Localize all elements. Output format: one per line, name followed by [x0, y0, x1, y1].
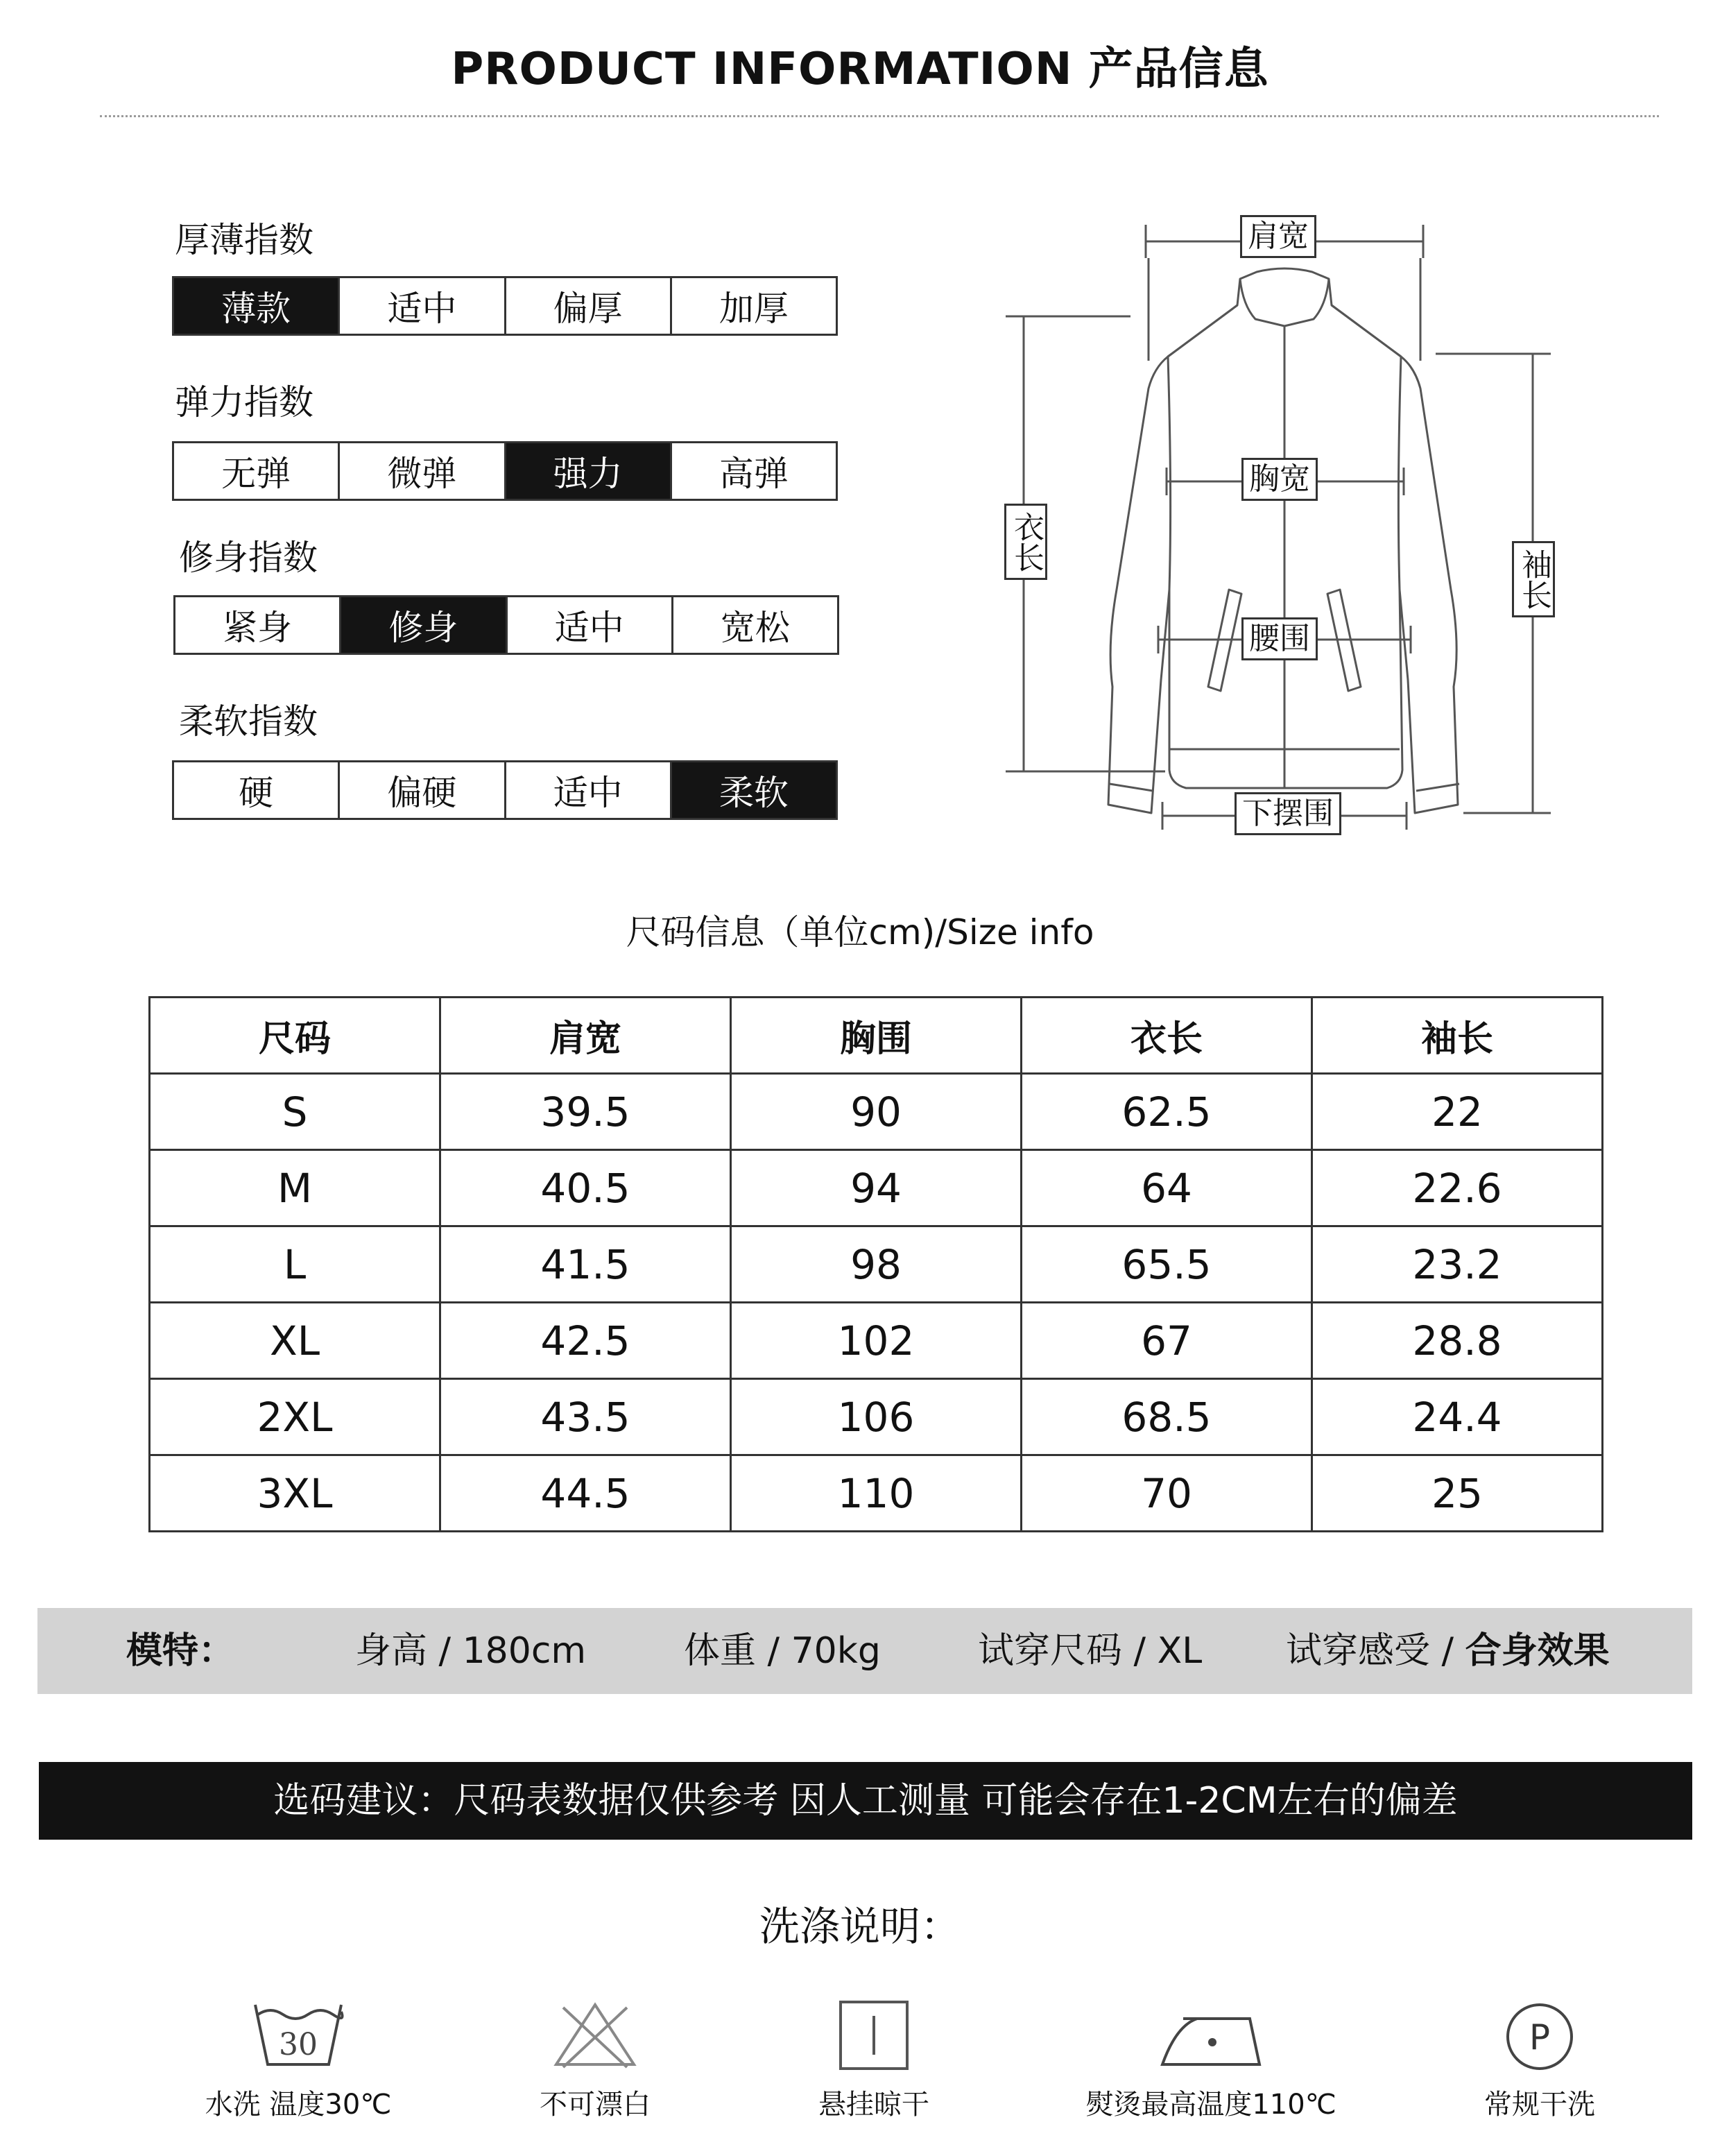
scale-fit: [173, 595, 839, 655]
model-info-bar: [37, 1608, 1692, 1694]
model-height: 身高 / 180cm: [355, 1630, 587, 1672]
table-cell: 102: [731, 1303, 1022, 1379]
care-label: 悬挂晾干: [818, 2089, 929, 2121]
care-item-wash: [160, 1998, 437, 2122]
table-cell: 2XL: [150, 1379, 440, 1455]
diagram-label-length: 衣长: [1004, 504, 1047, 580]
diagram-label-chest: 胸宽: [1241, 458, 1318, 501]
size-table: [148, 996, 1603, 1532]
scale-softness: [172, 760, 838, 820]
table-cell: 39.5: [440, 1074, 731, 1150]
hang-dry-icon: [825, 1998, 922, 2074]
table-row: [150, 1150, 1603, 1226]
table-cell: 94: [731, 1150, 1022, 1226]
table-cell: 110: [731, 1455, 1022, 1532]
table-cell: 23.2: [1312, 1226, 1603, 1303]
table-cell: 62.5: [1022, 1074, 1312, 1150]
care-label: 常规干洗: [1484, 2089, 1595, 2121]
table-row: [150, 1303, 1603, 1379]
table-header: 肩宽: [440, 998, 731, 1074]
table-cell: 41.5: [440, 1226, 731, 1303]
scale-option: 加厚: [672, 278, 836, 334]
table-cell: 43.5: [440, 1379, 731, 1455]
care-item-hang-dry: [735, 1998, 1013, 2122]
table-header: 衣长: [1022, 998, 1312, 1074]
care-item-dry-clean: [1401, 1998, 1678, 2122]
table-cell: 42.5: [440, 1303, 731, 1379]
scale-option: 硬: [174, 762, 340, 818]
diagram-label-hem: 下摆围: [1235, 792, 1341, 835]
care-label: 水洗 温度30℃: [205, 2089, 392, 2121]
table-cell: 22: [1312, 1074, 1603, 1150]
wash-30-icon: [250, 1998, 347, 2074]
model-size: 试穿尺码 / XL: [978, 1630, 1203, 1672]
scale-option: 薄款: [174, 278, 340, 334]
diagram-label-waist: 腰围: [1241, 617, 1318, 660]
dry-clean-p-icon: [1491, 1998, 1588, 2074]
table-cell: 70: [1022, 1455, 1312, 1532]
care-item-no-bleach: [456, 1998, 734, 2122]
title-divider: [100, 115, 1659, 117]
scale-elasticity: [172, 441, 838, 501]
table-cell: 106: [731, 1379, 1022, 1455]
table-cell: 67: [1022, 1303, 1312, 1379]
scale-option: 强力: [506, 443, 672, 499]
table-row: [150, 1226, 1603, 1303]
scale-option: 修身: [341, 597, 507, 653]
care-title: 洗涤说明：: [759, 1903, 961, 1950]
scale-option: 柔软: [672, 762, 836, 818]
table-cell: 25: [1312, 1455, 1603, 1532]
diagram-label-sleeve: 袖长: [1512, 541, 1555, 617]
table-cell: 90: [731, 1074, 1022, 1150]
table-header: 胸围: [731, 998, 1022, 1074]
scale-option: 偏硬: [340, 762, 506, 818]
scale-option: 宽松: [673, 597, 837, 653]
table-cell: L: [150, 1226, 440, 1303]
scale-option: 无弹: [174, 443, 340, 499]
scale-option: 偏厚: [506, 278, 672, 334]
scale-title-thickness: 厚薄指数: [175, 220, 313, 260]
table-row: [150, 1455, 1603, 1532]
page-title: PRODUCT INFORMATION 产品信息: [451, 44, 1269, 95]
table-header-row: [150, 998, 1603, 1074]
model-feel-value: 合身效果: [1465, 1630, 1610, 1672]
size-advice-bar: 选码建议：尺码表数据仅供参考 因人工测量 可能会存在1-2CM左右的偏差: [39, 1762, 1692, 1840]
care-item-iron: [1072, 1998, 1350, 2122]
table-cell: S: [150, 1074, 440, 1150]
table-cell: XL: [150, 1303, 440, 1379]
table-header: 袖长: [1312, 998, 1603, 1074]
table-cell: 44.5: [440, 1455, 731, 1532]
scale-title-fit: 修身指数: [179, 538, 318, 578]
scale-option: 紧身: [175, 597, 341, 653]
table-cell: 28.8: [1312, 1303, 1603, 1379]
model-feel-label: 试穿感受 /: [1286, 1630, 1465, 1672]
table-cell: M: [150, 1150, 440, 1226]
model-weight: 体重 / 70kg: [684, 1630, 881, 1672]
scale-title-softness: 柔软指数: [179, 701, 318, 742]
care-label: 不可漂白: [540, 2089, 651, 2121]
jacket-measurement-diagram: [985, 201, 1581, 846]
table-cell: 65.5: [1022, 1226, 1312, 1303]
scale-option: 适中: [506, 762, 672, 818]
scale-option: 适中: [508, 597, 673, 653]
table-header: 尺码: [150, 998, 440, 1074]
table-cell: 22.6: [1312, 1150, 1603, 1226]
table-row: [150, 1379, 1603, 1455]
model-label: 模特：: [126, 1630, 235, 1672]
care-label: 熨烫最高温度110℃: [1085, 2089, 1336, 2121]
scale-option: 高弹: [672, 443, 836, 499]
jacket-outline-icon: [985, 201, 1581, 846]
table-cell: 24.4: [1312, 1379, 1603, 1455]
scale-thickness: [172, 276, 838, 336]
scale-option: 微弹: [340, 443, 506, 499]
wash-temp-number: 30: [279, 2027, 318, 2062]
diagram-label-shoulder: 肩宽: [1240, 215, 1316, 258]
scale-option: 适中: [340, 278, 506, 334]
model-feel: [1286, 1608, 1610, 1694]
table-cell: 98: [731, 1226, 1022, 1303]
table-cell: 3XL: [150, 1455, 440, 1532]
table-cell: 40.5: [440, 1150, 731, 1226]
table-cell: 64: [1022, 1150, 1312, 1226]
table-row: [150, 1074, 1603, 1150]
dry-clean-letter: P: [1529, 2017, 1551, 2057]
scale-title-elasticity: 弹力指数: [175, 382, 313, 422]
table-cell: 68.5: [1022, 1379, 1312, 1455]
no-bleach-icon: [547, 1998, 644, 2074]
iron-icon: [1155, 1998, 1266, 2074]
size-info-caption: 尺码信息（单位cm)/Size info: [626, 912, 1094, 952]
